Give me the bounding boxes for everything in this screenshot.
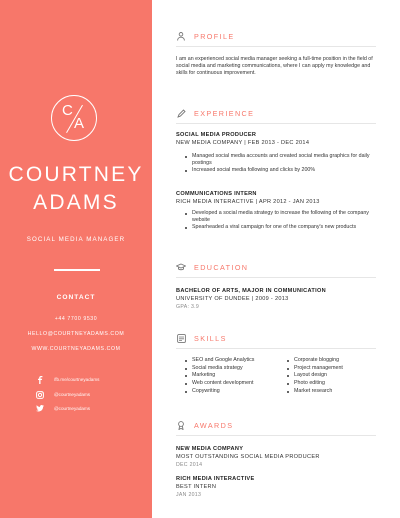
list-item: Project management [294,364,343,371]
section-profile-header [176,31,235,41]
contact-heading: CONTACT [56,294,96,301]
instagram-icon [36,391,44,399]
monogram-logo [51,95,97,141]
social-instagram[interactable] [36,390,90,399]
list-item: Marketing [192,372,254,380]
contact-email[interactable]: HELLO@COURTNEYADAMS.COM [27,331,125,337]
degree-title: BACHELOR OF ARTS, MAJOR IN COMMUNICATION [176,288,326,294]
section-divider [176,435,376,436]
section-skills-header [176,333,227,343]
job-bullets [192,210,378,232]
list-item: Corporate blogging [294,357,343,365]
profile-text: I am an experienced social media manager seeking a full-time position in the field of social media and marketing communications, where I can apply my knowledge and skills for continuous improvement. [176,56,373,77]
section-awards-header [176,420,233,430]
job-bullets [192,153,378,175]
award-date: JAN 2013 [176,492,202,498]
social-twitter[interactable] [36,404,90,413]
list-item: Copywriting [192,388,254,396]
twitter-handle: @courtneyadams [54,406,91,411]
list-item: Increased social media following and clicks by 200% [192,167,378,174]
graduation-cap-icon [176,262,186,272]
list-item: Spearheaded a viral campaign for one of the company's new products [192,224,378,231]
user-icon [176,31,186,41]
section-title: EXPERIENCE [194,108,255,118]
award-date: DEC 2014 [176,462,203,468]
sidebar [0,0,152,518]
award-org: RICH MEDIA INTERACTIVE [176,476,255,482]
list-item: Layout design [294,372,343,380]
contact-phone: +44 7700 9530 [54,316,98,322]
skills-column-1 [192,357,254,396]
section-divider [176,123,376,124]
award-icon [176,420,186,430]
job-role: SOCIAL MEDIA MANAGER [26,236,126,243]
section-title: SKILLS [194,333,227,343]
list-item: SEO and Google Analytics [192,357,255,363]
pen-icon [176,108,186,118]
job-company-dates: NEW MEDIA COMPANY | FEB 2013 - DEC 2014 [176,140,310,146]
resume-main [152,0,400,518]
job-company-dates: RICH MEDIA INTERACTIVE | APR 2012 - JAN 2013 [176,199,320,205]
social-facebook[interactable] [36,375,99,384]
twitter-icon [36,405,44,413]
section-title: PROFILE [194,31,235,41]
list-item: Photo editing [294,380,343,388]
list-item: Social media strategy [192,365,254,373]
monogram-letter-right: A [74,115,85,132]
section-title: AWARDS [194,420,234,430]
contact-website[interactable]: WWW.COURTNEYADAMS.COM [31,346,121,352]
monogram-letter-left: C [62,102,73,119]
gpa: GPA: 3.9 [176,304,200,310]
list-item: Market research [294,388,343,396]
award-title: BEST INTERN [176,484,217,490]
section-experience-header [176,108,254,118]
section-title: EDUCATION [194,262,249,272]
skills-icon [176,333,186,343]
award-title: MOST OUTSTANDING SOCIAL MEDIA PRODUCER [176,454,320,460]
job-title: SOCIAL MEDIA PRODUCER [176,132,257,138]
section-divider [176,46,376,47]
list-item: Managed social media accounts and created social media graphics for daily postings [192,153,378,167]
section-education-header [176,262,248,272]
job-title: COMMUNICATIONS INTERN [176,191,257,197]
facebook-handle: /fb.me/courtneyadams [54,377,100,382]
list-item: Developed a social media strategy to increase the following of the company website [192,210,378,224]
skills-column-2 [294,357,343,396]
facebook-icon [36,376,44,384]
section-divider [176,348,376,349]
first-name: COURTNEY [8,163,144,186]
last-name: ADAMS [33,191,119,214]
school-dates: UNIVERSITY OF DUNDEE | 2009 - 2013 [176,296,289,302]
section-divider [176,277,376,278]
list-item: Web content development [192,380,254,387]
sidebar-divider [54,269,100,271]
award-org: NEW MEDIA COMPANY [176,446,244,452]
instagram-handle: @courtneyadams [54,392,91,397]
